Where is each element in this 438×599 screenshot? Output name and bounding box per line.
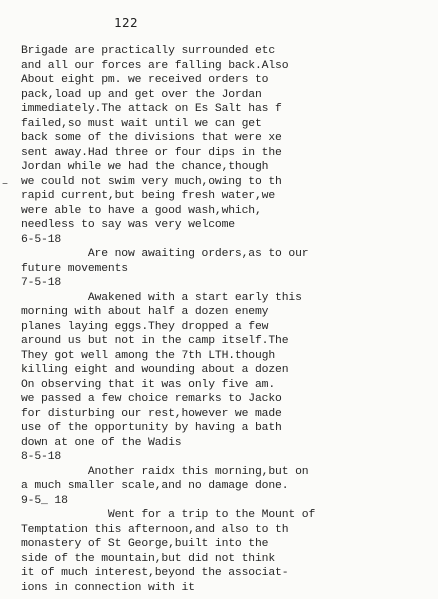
text-line: pack,load up and get over the Jordan	[21, 88, 262, 101]
text-line: On observing that it was only five am.	[21, 378, 276, 391]
text-line: About eight pm. we received orders to	[21, 74, 269, 86]
text-line: sent away.Had three or four dips in the	[21, 146, 282, 159]
text-line: planes laying eggs.They dropped a few	[21, 320, 269, 333]
text-line: and all our forces are falling back.Also	[21, 59, 289, 72]
text-line: back some of the divisions that were xe	[21, 132, 282, 144]
text-line: it of much interest,beyond the associat-	[21, 567, 289, 579]
text-line: ions in connection with it	[21, 581, 195, 594]
text-line: Temptation this afternoon,and also to th	[21, 523, 289, 536]
text-line: Brigade are practically surrounded etc	[21, 45, 276, 57]
text-line: 9-5_ 18	[21, 494, 68, 507]
text-line: Went for a trip to the Mount of	[21, 509, 316, 521]
page-number: 122	[114, 15, 139, 30]
text-line: we could not swim very much,owing to th	[21, 175, 282, 188]
text-line: use of the opportunity by having a bath	[21, 422, 282, 434]
text-line: for disturbing our rest,however we made	[21, 407, 282, 420]
text-line: morning with about half a dozen enemy	[21, 306, 269, 318]
text-line: around us but not in the camp itself.The	[21, 335, 289, 347]
text-line: a much smaller scale,and no damage done.	[21, 480, 289, 492]
text-line: down at one of the Wadis	[21, 436, 182, 449]
text-line: 6-5-18	[21, 233, 62, 246]
margin-mark: –	[2, 176, 8, 190]
text-line: Jordan while we had the chance,though	[21, 161, 269, 173]
text-line: Awakened with a start early this	[21, 291, 302, 304]
text-line: needless to say was very welcome	[21, 219, 235, 231]
text-line: 8-5-18	[21, 451, 62, 463]
text-line: were able to have a good wash,which,	[21, 204, 262, 217]
text-line: monastery of St George,built into the	[21, 538, 269, 550]
text-line: failed,so must wait until we can get	[21, 117, 262, 130]
text-line: 7-5-18	[21, 277, 62, 289]
text-line: we passed a few choice remarks to Jacko	[21, 393, 282, 405]
text-line: future movements	[21, 262, 128, 275]
text-line: They got well among the 7th LTH.though	[21, 349, 276, 362]
diary-text-body	[21, 44, 433, 595]
text-line: rapid current,but being fresh water,we	[21, 190, 276, 202]
text-line: Are now awaiting orders,as to our	[21, 248, 309, 260]
text-line: immediately.The attack on Es Salt has f	[21, 103, 282, 115]
text-line: Another raidx this morning,but on	[21, 465, 309, 478]
text-line: side of the mountain,but did not think	[21, 552, 276, 565]
text-line: killing eight and wounding about a dozen	[21, 364, 289, 376]
